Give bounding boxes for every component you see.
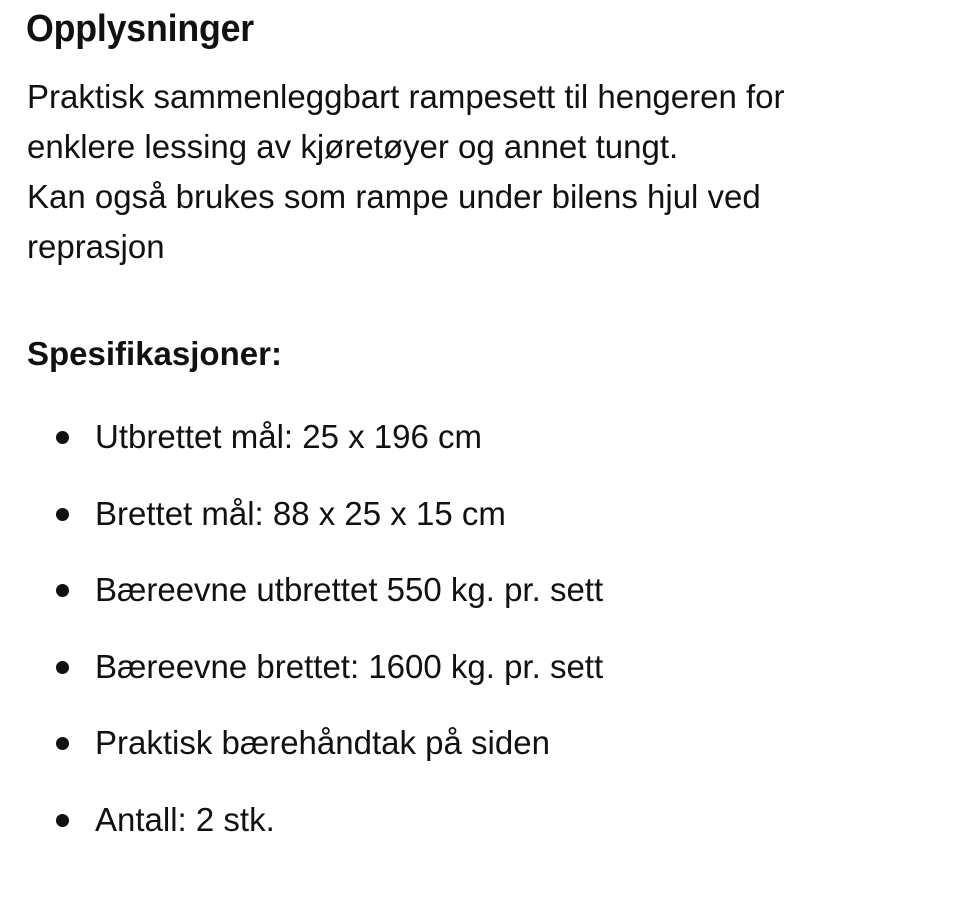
specification-text: Bæreevne brettet: 1600 kg. pr. sett xyxy=(95,647,604,685)
bullet-icon xyxy=(56,431,69,444)
specification-text: Brettet mål: 88 x 25 x 15 cm xyxy=(95,494,506,532)
specification-text: Praktisk bærehåndtak på siden xyxy=(95,724,550,761)
bullet-icon xyxy=(56,584,69,597)
specification-text: Bæreevne utbrettet 550 kg. pr. sett xyxy=(95,571,604,608)
bullet-icon xyxy=(56,737,69,750)
bullet-icon xyxy=(56,814,69,827)
description-line: Praktisk sammenleggbart rampesett til hengeren for xyxy=(27,78,785,115)
description-line: enklere lessing av kjøretøyer og annet tungt. xyxy=(27,128,679,165)
specifications-heading: Spesifikasjoner: xyxy=(27,335,282,372)
product-description xyxy=(27,72,927,272)
page-title: Opplysninger xyxy=(26,8,254,50)
description-line: reprasjon xyxy=(27,228,165,265)
bullet-icon xyxy=(56,661,69,674)
description-line: Kan også brukes som rampe under bilens hjul ved xyxy=(27,178,761,215)
bullet-icon xyxy=(56,508,69,521)
specification-text: Utbrettet mål: 25 x 196 cm xyxy=(95,418,482,455)
specification-text: Antall: 2 stk. xyxy=(95,800,275,838)
